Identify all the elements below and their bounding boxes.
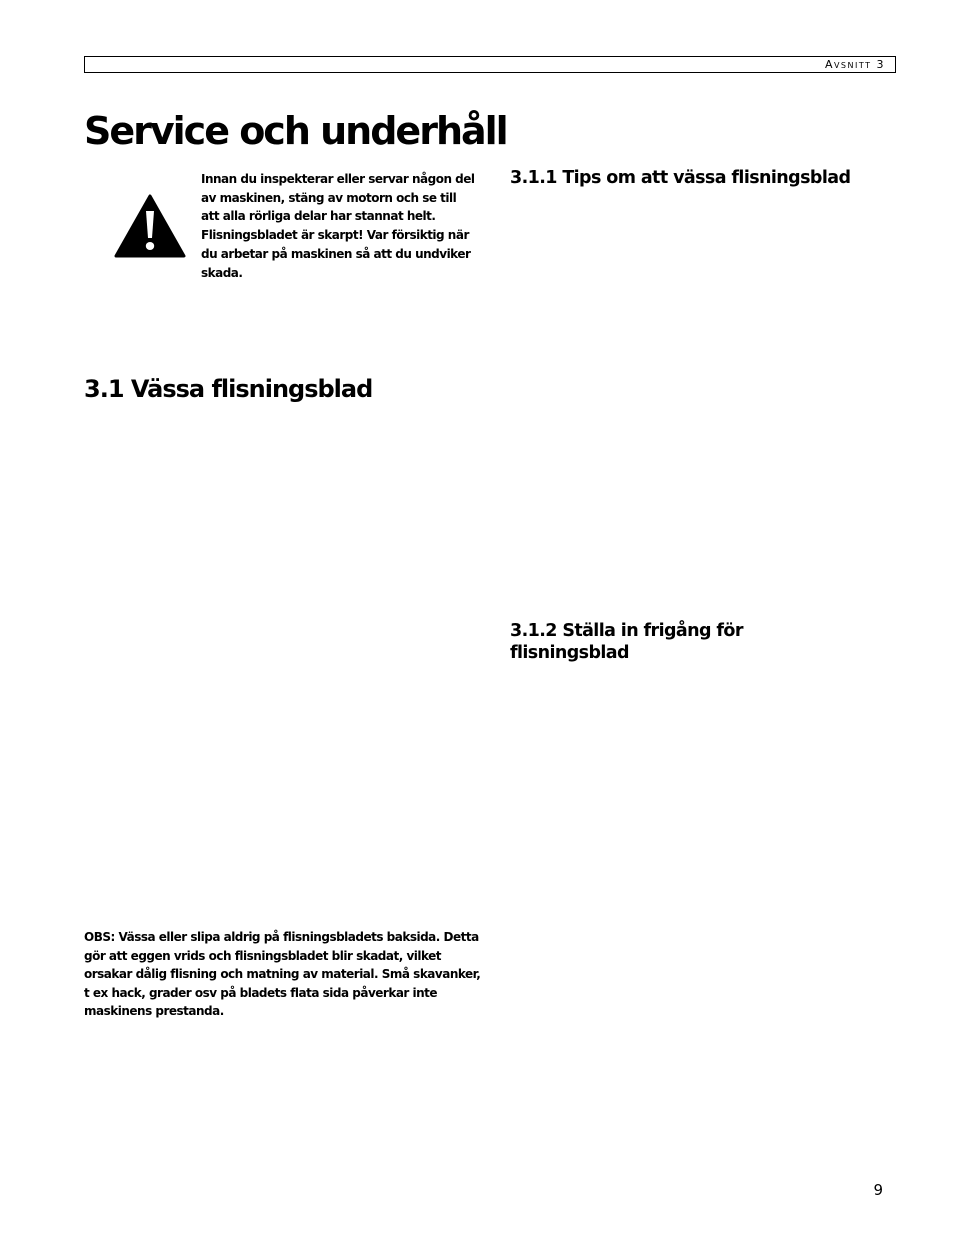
note-body: Vässa eller slipa aldrig på flisningsbladets baksida. Detta gör att eggen vrids och flisningsbladet blir skadat, vilket orsakar dålig flisning och matning av material. Små skavanker, t ex hack, grader osv på bladets flata sida påverkar inte maskinens prestanda.: [84, 930, 481, 1018]
heading-sharpen-blades: 3.1 Vässa flisningsblad: [84, 375, 373, 403]
page-number: 9: [873, 1181, 883, 1199]
section-header-bar: [84, 56, 896, 73]
heading-blade-clearance: 3.1.2 Ställa in frigång för flisningsblad: [510, 621, 743, 663]
heading-sharpening-tips: 3.1.1 Tips om att vässa flisningsblad: [510, 168, 851, 188]
warning-triangle-icon: [114, 193, 186, 259]
note-label: OBS:: [84, 930, 115, 944]
section-label: Avsnitt 3: [824, 58, 885, 71]
note-paragraph: [84, 928, 484, 1021]
safety-warning-text: Innan du inspekterar eller servar någon del av maskinen, stäng av motorn och se till att alla rörliga delar har stannat helt. Flisningsbladet är skarpt! Var försiktig när du arbetar på maskinen så att du undviker skada.: [201, 172, 475, 280]
page-title: Service och underhåll: [84, 109, 507, 153]
